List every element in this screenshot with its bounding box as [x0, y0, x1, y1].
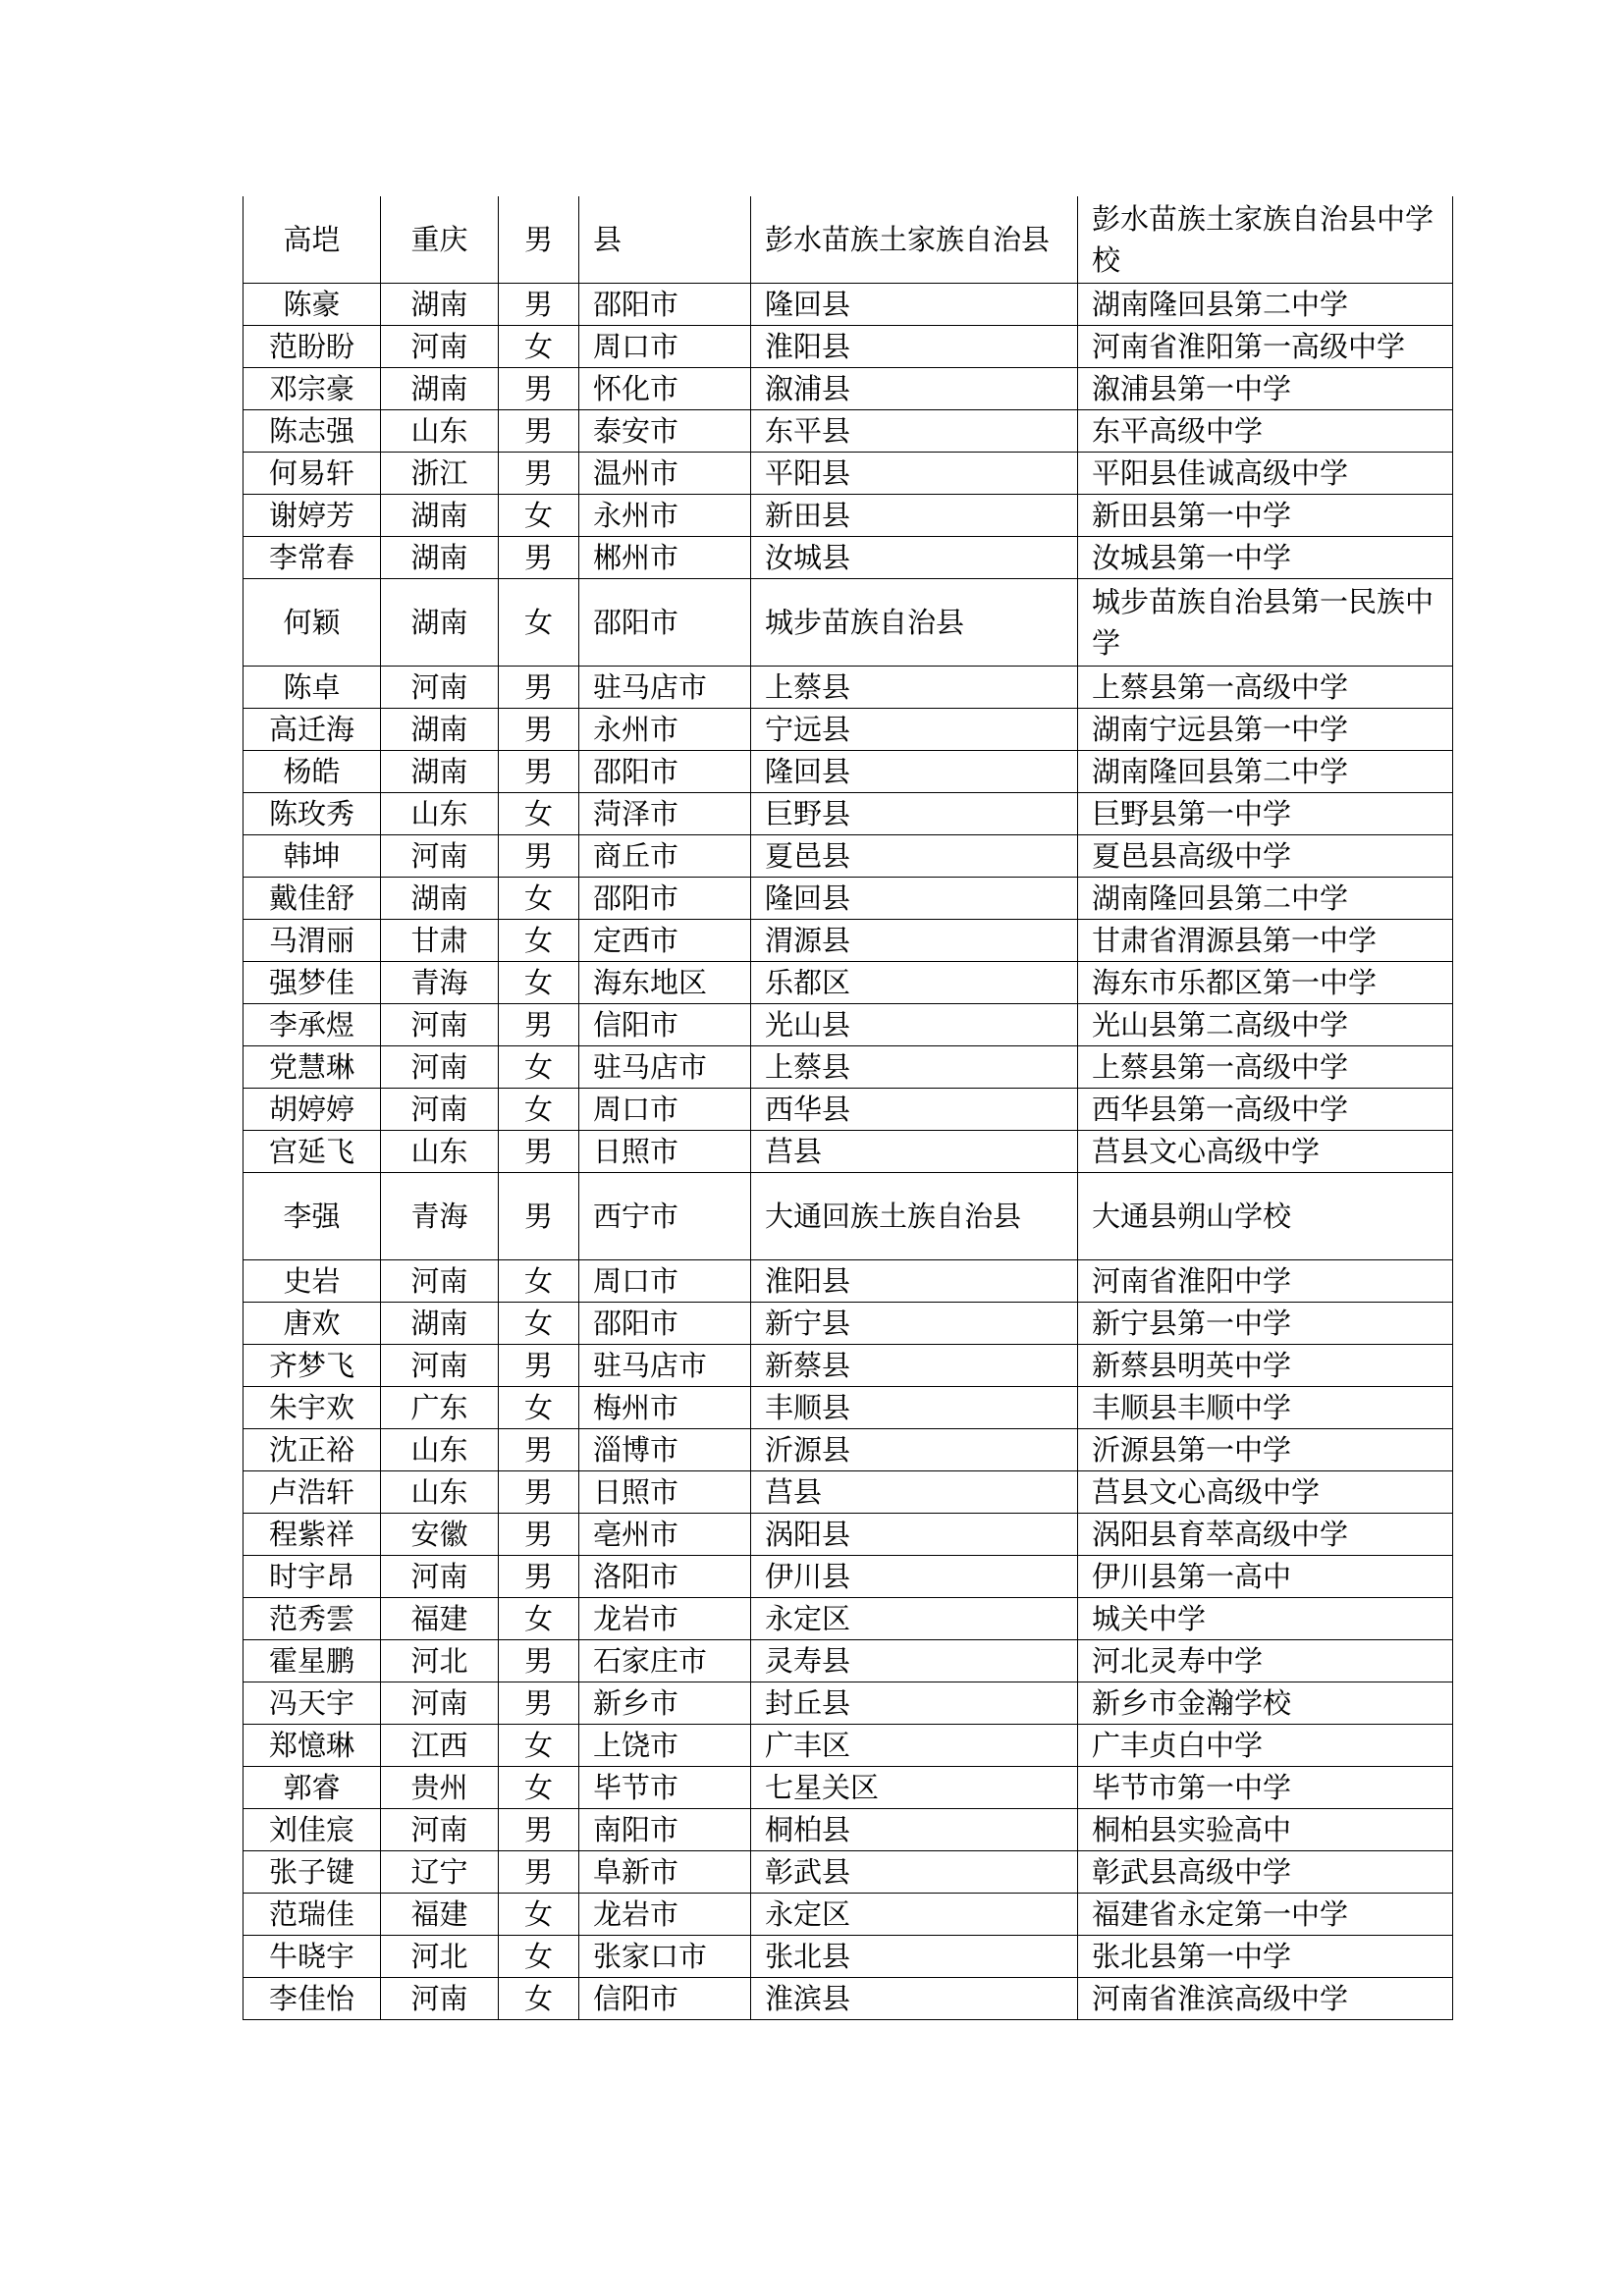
student-name-cell: 李常春 — [244, 537, 381, 579]
sex-cell: 女 — [499, 1303, 579, 1345]
student-name-cell: 陈卓 — [244, 667, 381, 709]
province-cell: 山东 — [381, 793, 499, 835]
sex-cell: 男 — [499, 410, 579, 453]
school-cell: 溆浦县第一中学 — [1078, 368, 1453, 410]
province-cell: 湖南 — [381, 1303, 499, 1345]
county-cell: 七星关区 — [751, 1767, 1078, 1809]
county-cell: 莒县 — [751, 1131, 1078, 1173]
school-cell: 光山县第二高级中学 — [1078, 1004, 1453, 1046]
sex-cell: 男 — [499, 1173, 579, 1260]
sex-cell: 女 — [499, 793, 579, 835]
student-name-cell: 郑憶琳 — [244, 1725, 381, 1767]
school-cell: 彭水苗族土家族自治县中学校 — [1078, 196, 1453, 284]
table-row — [244, 326, 1453, 368]
province-cell: 河南 — [381, 667, 499, 709]
city-cell: 永州市 — [579, 495, 751, 537]
table-row — [244, 667, 1453, 709]
school-cell: 新田县第一中学 — [1078, 495, 1453, 537]
sex-cell: 女 — [499, 1089, 579, 1131]
province-cell: 安徽 — [381, 1514, 499, 1556]
sex-cell: 男 — [499, 667, 579, 709]
province-cell: 河南 — [381, 1682, 499, 1725]
city-cell: 毕节市 — [579, 1767, 751, 1809]
province-cell: 广东 — [381, 1387, 499, 1429]
school-cell: 张北县第一中学 — [1078, 1936, 1453, 1978]
school-cell: 莒县文心高级中学 — [1078, 1471, 1453, 1514]
city-cell: 张家口市 — [579, 1936, 751, 1978]
table-row — [244, 1514, 1453, 1556]
province-cell: 河南 — [381, 1089, 499, 1131]
school-cell: 东平高级中学 — [1078, 410, 1453, 453]
city-cell: 永州市 — [579, 709, 751, 751]
province-cell: 湖南 — [381, 709, 499, 751]
student-name-cell: 霍星鹏 — [244, 1640, 381, 1682]
school-cell: 湖南隆回县第二中学 — [1078, 751, 1453, 793]
school-cell: 巨野县第一中学 — [1078, 793, 1453, 835]
sex-cell: 男 — [499, 1809, 579, 1851]
table-row — [244, 1556, 1453, 1598]
student-name-cell: 强梦佳 — [244, 962, 381, 1004]
county-cell: 夏邑县 — [751, 835, 1078, 878]
school-cell: 甘肃省渭源县第一中学 — [1078, 920, 1453, 962]
county-cell: 淮滨县 — [751, 1978, 1078, 2020]
county-cell: 光山县 — [751, 1004, 1078, 1046]
city-cell: 邵阳市 — [579, 1303, 751, 1345]
province-cell: 辽宁 — [381, 1851, 499, 1894]
school-cell: 涡阳县育萃高级中学 — [1078, 1514, 1453, 1556]
county-cell: 上蔡县 — [751, 667, 1078, 709]
student-name-cell: 沈正裕 — [244, 1429, 381, 1471]
city-cell: 郴州市 — [579, 537, 751, 579]
school-cell: 新蔡县明英中学 — [1078, 1345, 1453, 1387]
student-roster-table — [243, 196, 1453, 2020]
province-cell: 河南 — [381, 1345, 499, 1387]
province-cell: 河南 — [381, 1978, 499, 2020]
table-row — [244, 410, 1453, 453]
county-cell: 彰武县 — [751, 1851, 1078, 1894]
sex-cell: 男 — [499, 1131, 579, 1173]
province-cell: 湖南 — [381, 495, 499, 537]
province-cell: 湖南 — [381, 368, 499, 410]
province-cell: 湖南 — [381, 878, 499, 920]
table-row — [244, 1387, 1453, 1429]
city-cell: 西宁市 — [579, 1173, 751, 1260]
table-row — [244, 1851, 1453, 1894]
student-name-cell: 戴佳舒 — [244, 878, 381, 920]
sex-cell: 女 — [499, 1767, 579, 1809]
province-cell: 浙江 — [381, 453, 499, 495]
table-row — [244, 1809, 1453, 1851]
county-cell: 张北县 — [751, 1936, 1078, 1978]
city-cell: 邵阳市 — [579, 579, 751, 667]
table-row — [244, 1640, 1453, 1682]
city-cell: 驻马店市 — [579, 667, 751, 709]
province-cell: 湖南 — [381, 537, 499, 579]
province-cell: 山东 — [381, 1429, 499, 1471]
table-row — [244, 878, 1453, 920]
student-name-cell: 马渭丽 — [244, 920, 381, 962]
county-cell: 大通回族土族自治县 — [751, 1173, 1078, 1260]
student-name-cell: 李强 — [244, 1173, 381, 1260]
table-row — [244, 1598, 1453, 1640]
county-cell: 新宁县 — [751, 1303, 1078, 1345]
table-row — [244, 284, 1453, 326]
city-cell: 日照市 — [579, 1131, 751, 1173]
sex-cell: 男 — [499, 368, 579, 410]
province-cell: 重庆 — [381, 196, 499, 284]
county-cell: 隆回县 — [751, 878, 1078, 920]
school-cell: 城步苗族自治县第一民族中学 — [1078, 579, 1453, 667]
province-cell: 甘肃 — [381, 920, 499, 962]
province-cell: 河南 — [381, 326, 499, 368]
city-cell: 菏泽市 — [579, 793, 751, 835]
province-cell: 山东 — [381, 410, 499, 453]
table-row — [244, 1260, 1453, 1303]
school-cell: 河南省淮阳中学 — [1078, 1260, 1453, 1303]
student-name-cell: 朱宇欢 — [244, 1387, 381, 1429]
school-cell: 上蔡县第一高级中学 — [1078, 1046, 1453, 1089]
city-cell: 上饶市 — [579, 1725, 751, 1767]
school-cell: 沂源县第一中学 — [1078, 1429, 1453, 1471]
sex-cell: 男 — [499, 1471, 579, 1514]
student-name-cell: 胡婷婷 — [244, 1089, 381, 1131]
province-cell: 山东 — [381, 1131, 499, 1173]
county-cell: 淮阳县 — [751, 326, 1078, 368]
city-cell: 信阳市 — [579, 1004, 751, 1046]
school-cell: 河北灵寿中学 — [1078, 1640, 1453, 1682]
table-row — [244, 709, 1453, 751]
roster-body — [244, 196, 1453, 2020]
county-cell: 平阳县 — [751, 453, 1078, 495]
sex-cell: 男 — [499, 1429, 579, 1471]
school-cell: 湖南宁远县第一中学 — [1078, 709, 1453, 751]
table-row — [244, 1767, 1453, 1809]
province-cell: 河南 — [381, 1260, 499, 1303]
sex-cell: 男 — [499, 1640, 579, 1682]
sex-cell: 男 — [499, 453, 579, 495]
province-cell: 福建 — [381, 1598, 499, 1640]
sex-cell: 女 — [499, 1046, 579, 1089]
school-cell: 广丰贞白中学 — [1078, 1725, 1453, 1767]
city-cell: 驻马店市 — [579, 1345, 751, 1387]
county-cell: 广丰区 — [751, 1725, 1078, 1767]
city-cell: 邵阳市 — [579, 878, 751, 920]
student-name-cell: 时宇昂 — [244, 1556, 381, 1598]
student-name-cell: 高迁海 — [244, 709, 381, 751]
province-cell: 河北 — [381, 1936, 499, 1978]
city-cell: 周口市 — [579, 326, 751, 368]
sex-cell: 女 — [499, 579, 579, 667]
student-name-cell: 党慧琳 — [244, 1046, 381, 1089]
school-cell: 河南省淮滨高级中学 — [1078, 1978, 1453, 2020]
city-cell: 邵阳市 — [579, 751, 751, 793]
sex-cell: 男 — [499, 196, 579, 284]
table-row — [244, 1978, 1453, 2020]
county-cell: 西华县 — [751, 1089, 1078, 1131]
student-name-cell: 杨皓 — [244, 751, 381, 793]
table-row — [244, 1303, 1453, 1345]
province-cell: 湖南 — [381, 751, 499, 793]
school-cell: 新乡市金瀚学校 — [1078, 1682, 1453, 1725]
student-name-cell: 唐欢 — [244, 1303, 381, 1345]
table-row — [244, 1936, 1453, 1978]
student-name-cell: 李佳怡 — [244, 1978, 381, 2020]
city-cell: 信阳市 — [579, 1978, 751, 2020]
student-name-cell: 陈豪 — [244, 284, 381, 326]
province-cell: 贵州 — [381, 1767, 499, 1809]
sex-cell: 女 — [499, 1936, 579, 1978]
table-row — [244, 537, 1453, 579]
province-cell: 青海 — [381, 1173, 499, 1260]
sex-cell: 女 — [499, 1725, 579, 1767]
county-cell: 东平县 — [751, 410, 1078, 453]
school-cell: 大通县朔山学校 — [1078, 1173, 1453, 1260]
school-cell: 上蔡县第一高级中学 — [1078, 667, 1453, 709]
sex-cell: 男 — [499, 1556, 579, 1598]
school-cell: 汝城县第一中学 — [1078, 537, 1453, 579]
city-cell: 温州市 — [579, 453, 751, 495]
county-cell: 城步苗族自治县 — [751, 579, 1078, 667]
sex-cell: 男 — [499, 751, 579, 793]
county-cell: 莒县 — [751, 1471, 1078, 1514]
county-cell: 彭水苗族土家族自治县 — [751, 196, 1078, 284]
city-cell: 亳州市 — [579, 1514, 751, 1556]
sex-cell: 女 — [499, 1894, 579, 1936]
table-row — [244, 1173, 1453, 1260]
county-cell: 封丘县 — [751, 1682, 1078, 1725]
sex-cell: 男 — [499, 284, 579, 326]
table-row — [244, 196, 1453, 284]
school-cell: 丰顺县丰顺中学 — [1078, 1387, 1453, 1429]
student-name-cell: 陈玫秀 — [244, 793, 381, 835]
student-name-cell: 齐梦飞 — [244, 1345, 381, 1387]
province-cell: 河北 — [381, 1640, 499, 1682]
student-name-cell: 程紫祥 — [244, 1514, 381, 1556]
county-cell: 隆回县 — [751, 751, 1078, 793]
city-cell: 龙岩市 — [579, 1598, 751, 1640]
sex-cell: 男 — [499, 537, 579, 579]
sex-cell: 男 — [499, 1004, 579, 1046]
county-cell: 沂源县 — [751, 1429, 1078, 1471]
table-row — [244, 1682, 1453, 1725]
county-cell: 上蔡县 — [751, 1046, 1078, 1089]
student-name-cell: 范瑞佳 — [244, 1894, 381, 1936]
table-row — [244, 1089, 1453, 1131]
county-cell: 渭源县 — [751, 920, 1078, 962]
table-row — [244, 1345, 1453, 1387]
student-name-cell: 范秀雲 — [244, 1598, 381, 1640]
province-cell: 湖南 — [381, 579, 499, 667]
city-cell: 周口市 — [579, 1260, 751, 1303]
student-name-cell: 谢婷芳 — [244, 495, 381, 537]
city-cell: 驻马店市 — [579, 1046, 751, 1089]
school-cell: 西华县第一高级中学 — [1078, 1089, 1453, 1131]
province-cell: 青海 — [381, 962, 499, 1004]
table-row — [244, 453, 1453, 495]
table-row — [244, 368, 1453, 410]
city-cell: 县 — [579, 196, 751, 284]
student-name-cell: 高垲 — [244, 196, 381, 284]
school-cell: 平阳县佳诚高级中学 — [1078, 453, 1453, 495]
county-cell: 永定区 — [751, 1598, 1078, 1640]
city-cell: 周口市 — [579, 1089, 751, 1131]
student-name-cell: 卢浩轩 — [244, 1471, 381, 1514]
province-cell: 河南 — [381, 1046, 499, 1089]
student-name-cell: 李承煜 — [244, 1004, 381, 1046]
county-cell: 伊川县 — [751, 1556, 1078, 1598]
county-cell: 新蔡县 — [751, 1345, 1078, 1387]
school-cell: 湖南隆回县第二中学 — [1078, 284, 1453, 326]
school-cell: 湖南隆回县第二中学 — [1078, 878, 1453, 920]
city-cell: 定西市 — [579, 920, 751, 962]
school-cell: 新宁县第一中学 — [1078, 1303, 1453, 1345]
province-cell: 山东 — [381, 1471, 499, 1514]
city-cell: 梅州市 — [579, 1387, 751, 1429]
student-name-cell: 韩坤 — [244, 835, 381, 878]
county-cell: 永定区 — [751, 1894, 1078, 1936]
school-cell: 海东市乐都区第一中学 — [1078, 962, 1453, 1004]
table-row — [244, 1894, 1453, 1936]
student-name-cell: 何易轩 — [244, 453, 381, 495]
student-name-cell: 邓宗豪 — [244, 368, 381, 410]
student-name-cell: 张子键 — [244, 1851, 381, 1894]
city-cell: 邵阳市 — [579, 284, 751, 326]
student-name-cell: 陈志强 — [244, 410, 381, 453]
school-cell: 福建省永定第一中学 — [1078, 1894, 1453, 1936]
student-name-cell: 范盼盼 — [244, 326, 381, 368]
province-cell: 河南 — [381, 1004, 499, 1046]
table-row — [244, 962, 1453, 1004]
school-cell: 莒县文心高级中学 — [1078, 1131, 1453, 1173]
city-cell: 怀化市 — [579, 368, 751, 410]
table-row — [244, 579, 1453, 667]
table-row — [244, 920, 1453, 962]
school-cell: 桐柏县实验高中 — [1078, 1809, 1453, 1851]
table-row — [244, 1131, 1453, 1173]
county-cell: 丰顺县 — [751, 1387, 1078, 1429]
city-cell: 泰安市 — [579, 410, 751, 453]
county-cell: 灵寿县 — [751, 1640, 1078, 1682]
sex-cell: 男 — [499, 1345, 579, 1387]
sex-cell: 女 — [499, 878, 579, 920]
city-cell: 淄博市 — [579, 1429, 751, 1471]
sex-cell: 女 — [499, 962, 579, 1004]
province-cell: 湖南 — [381, 284, 499, 326]
student-name-cell: 牛晓宇 — [244, 1936, 381, 1978]
county-cell: 乐都区 — [751, 962, 1078, 1004]
county-cell: 汝城县 — [751, 537, 1078, 579]
city-cell: 日照市 — [579, 1471, 751, 1514]
sex-cell: 女 — [499, 1978, 579, 2020]
province-cell: 福建 — [381, 1894, 499, 1936]
province-cell: 江西 — [381, 1725, 499, 1767]
sex-cell: 男 — [499, 1851, 579, 1894]
school-cell: 河南省淮阳第一高级中学 — [1078, 326, 1453, 368]
county-cell: 隆回县 — [751, 284, 1078, 326]
school-cell: 彰武县高级中学 — [1078, 1851, 1453, 1894]
county-cell: 淮阳县 — [751, 1260, 1078, 1303]
sex-cell: 男 — [499, 1514, 579, 1556]
sex-cell: 女 — [499, 1598, 579, 1640]
table-row — [244, 751, 1453, 793]
sex-cell: 男 — [499, 835, 579, 878]
city-cell: 龙岩市 — [579, 1894, 751, 1936]
sex-cell: 女 — [499, 1387, 579, 1429]
student-name-cell: 刘佳宸 — [244, 1809, 381, 1851]
sex-cell: 女 — [499, 326, 579, 368]
school-cell: 伊川县第一高中 — [1078, 1556, 1453, 1598]
city-cell: 海东地区 — [579, 962, 751, 1004]
county-cell: 宁远县 — [751, 709, 1078, 751]
table-row — [244, 1471, 1453, 1514]
city-cell: 南阳市 — [579, 1809, 751, 1851]
city-cell: 石家庄市 — [579, 1640, 751, 1682]
student-name-cell: 宫延飞 — [244, 1131, 381, 1173]
student-name-cell: 郭睿 — [244, 1767, 381, 1809]
city-cell: 洛阳市 — [579, 1556, 751, 1598]
table-row — [244, 1725, 1453, 1767]
sex-cell: 女 — [499, 1260, 579, 1303]
province-cell: 河南 — [381, 835, 499, 878]
table-row — [244, 1429, 1453, 1471]
province-cell: 河南 — [381, 1809, 499, 1851]
county-cell: 新田县 — [751, 495, 1078, 537]
city-cell: 商丘市 — [579, 835, 751, 878]
school-cell: 毕节市第一中学 — [1078, 1767, 1453, 1809]
school-cell: 城关中学 — [1078, 1598, 1453, 1640]
sex-cell: 男 — [499, 1682, 579, 1725]
student-name-cell: 冯天宇 — [244, 1682, 381, 1725]
county-cell: 涡阳县 — [751, 1514, 1078, 1556]
table-row — [244, 495, 1453, 537]
table-row — [244, 835, 1453, 878]
county-cell: 溆浦县 — [751, 368, 1078, 410]
table-row — [244, 1046, 1453, 1089]
student-name-cell: 史岩 — [244, 1260, 381, 1303]
table-row — [244, 1004, 1453, 1046]
city-cell: 阜新市 — [579, 1851, 751, 1894]
school-cell: 夏邑县高级中学 — [1078, 835, 1453, 878]
city-cell: 新乡市 — [579, 1682, 751, 1725]
table-row — [244, 793, 1453, 835]
student-name-cell: 何颖 — [244, 579, 381, 667]
sex-cell: 女 — [499, 495, 579, 537]
county-cell: 巨野县 — [751, 793, 1078, 835]
province-cell: 河南 — [381, 1556, 499, 1598]
sex-cell: 女 — [499, 920, 579, 962]
county-cell: 桐柏县 — [751, 1809, 1078, 1851]
sex-cell: 男 — [499, 709, 579, 751]
